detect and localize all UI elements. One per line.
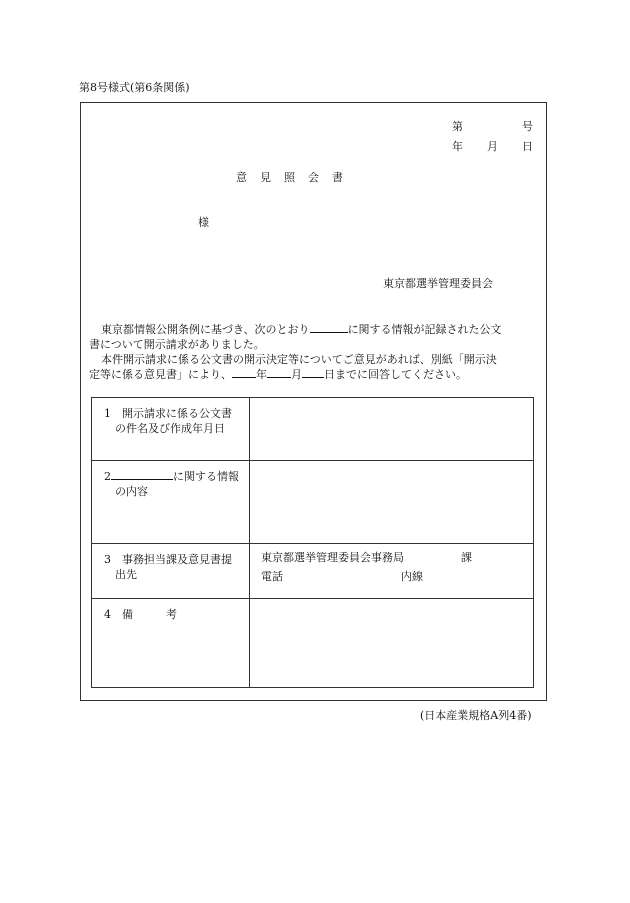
row4-label: 4 備 考 <box>104 608 177 621</box>
phone-label: 電話 <box>261 570 283 583</box>
date-year: 年 <box>452 140 463 153</box>
section-label: 課 <box>461 551 472 564</box>
row2-number: 2 <box>104 470 111 483</box>
row1-label-line2: の件名及び作成年月日 <box>115 422 225 435</box>
row1-label-line1: 1 開示請求に係る公文書 <box>104 407 232 420</box>
body-text: 月 <box>291 368 302 381</box>
row1-value-cell <box>250 398 534 461</box>
row2-label-line1 <box>104 469 249 484</box>
blank-line <box>232 367 256 378</box>
row4-value-cell <box>250 599 534 688</box>
body-paragraph-2 <box>89 352 539 382</box>
blank-line <box>111 469 173 480</box>
row1-label-cell <box>92 398 250 461</box>
document-title: 意 見 照 会 書 <box>236 171 344 184</box>
body-paragraph-1 <box>89 322 539 352</box>
table-row <box>92 461 534 544</box>
footer-note: (日本産業規格A列4番) <box>420 709 532 722</box>
form-number: 第8号様式(第6条関係) <box>79 81 190 94</box>
blank-line <box>310 322 348 333</box>
body-line-2: 書について開示請求がありました。 <box>89 338 265 351</box>
body-line-3 <box>89 352 539 367</box>
row2-label-line2: の内容 <box>115 485 148 498</box>
table-row <box>92 544 534 599</box>
body-text: 本件開示請求に係る公文書の開示決定等についてご意見があれば、別紙「開示決 <box>101 353 497 366</box>
number-prefix: 第 <box>452 120 463 133</box>
body-text: 東京都情報公開条例に基づき、次のとおり <box>101 323 310 336</box>
row2-value-cell <box>250 461 534 544</box>
table-row <box>92 398 534 461</box>
date-day: 日 <box>522 140 533 153</box>
row3-label-cell <box>92 544 250 599</box>
issuer-name: 東京都選挙管理委員会 <box>383 277 493 290</box>
row4-label-cell <box>92 599 250 688</box>
row3-label-line1: 3 事務担当課及意見書提 <box>104 553 232 566</box>
body-line-1 <box>89 322 539 337</box>
body-text: に関する情報が記録された公文 <box>347 323 502 336</box>
info-table <box>91 397 534 688</box>
body-text: 年 <box>256 368 267 381</box>
body-line-4 <box>89 367 539 382</box>
body-text: 日までに回答してください。 <box>324 368 467 381</box>
number-suffix: 号 <box>522 120 533 133</box>
blank-line <box>302 367 324 378</box>
row2-label-tail: に関する情報 <box>173 470 239 483</box>
body-text: 定等に係る意見書」により、 <box>89 368 232 381</box>
blank-line <box>267 367 291 378</box>
row3-label-line2: 出先 <box>115 568 137 581</box>
addressee-suffix: 様 <box>198 216 209 229</box>
extension-label: 内線 <box>401 570 423 583</box>
row3-value-cell <box>250 544 534 599</box>
row2-label-cell <box>92 461 250 544</box>
office-name: 東京都選挙管理委員会事務局 <box>261 551 404 564</box>
table-row <box>92 599 534 688</box>
date-month: 月 <box>487 140 498 153</box>
